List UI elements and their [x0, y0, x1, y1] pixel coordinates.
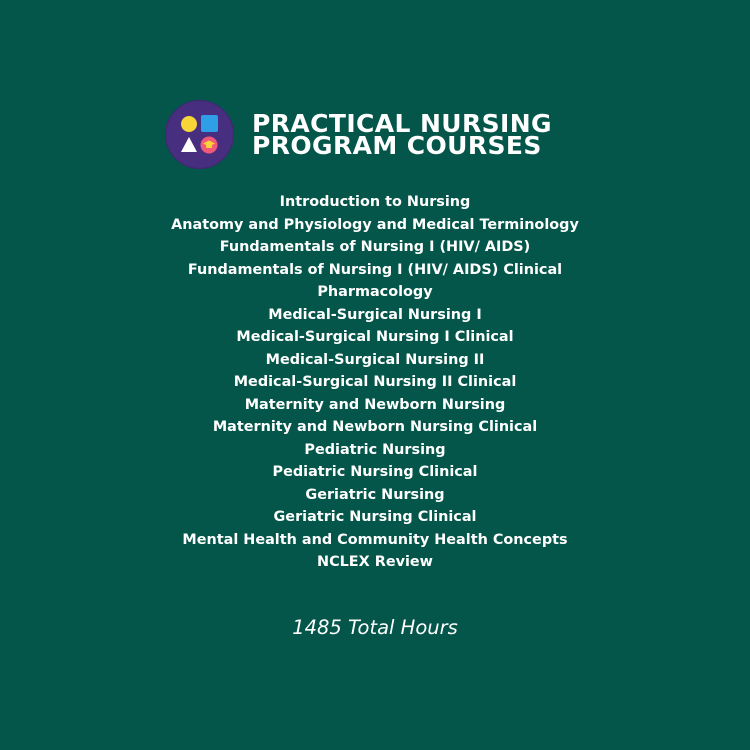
course-item: Geriatric Nursing Clinical [273, 509, 477, 525]
course-item: Pharmacology [317, 284, 433, 300]
course-item: Mental Health and Community Health Concepts [182, 531, 568, 548]
total-hours: 1485 Total Hours [292, 616, 458, 639]
header [165, 100, 585, 170]
graduation-cap-base-icon [206, 145, 212, 148]
yellow-circle-icon [181, 116, 197, 132]
course-item: Medical-Surgical Nursing II [265, 351, 485, 368]
course-item: Medical-Surgical Nursing II Clinical [233, 374, 517, 390]
white-triangle-icon [181, 137, 197, 152]
course-item: Medical-Surgical Nursing I [268, 306, 482, 323]
program-logo [165, 100, 234, 169]
course-item: Maternity and Newborn Nursing [244, 396, 506, 413]
course-item: Fundamentals of Nursing I (HIV/ AIDS) Clinical [187, 261, 563, 278]
course-item: Introduction to Nursing [279, 194, 471, 210]
shapes-logo-icon [165, 100, 234, 169]
page-title [252, 109, 552, 160]
course-item: Anatomy and Physiology and Medical Terminology [171, 216, 579, 233]
course-list [0, 191, 750, 574]
course-item: Geriatric Nursing [305, 486, 445, 503]
course-item: Maternity and Newborn Nursing Clinical [212, 419, 538, 435]
course-item: Fundamentals of Nursing I (HIV/ AIDS) [219, 239, 531, 255]
course-item: Pediatric Nursing [304, 441, 446, 458]
course-item: Pediatric Nursing Clinical [272, 464, 478, 480]
blue-square-icon [201, 115, 218, 132]
title-line-1: PRACTICAL NURSING [252, 109, 552, 138]
title-line-2: PROGRAM COURSES [252, 131, 542, 160]
course-item: Medical-Surgical Nursing I Clinical [236, 329, 514, 345]
course-item: NCLEX Review [317, 554, 433, 570]
